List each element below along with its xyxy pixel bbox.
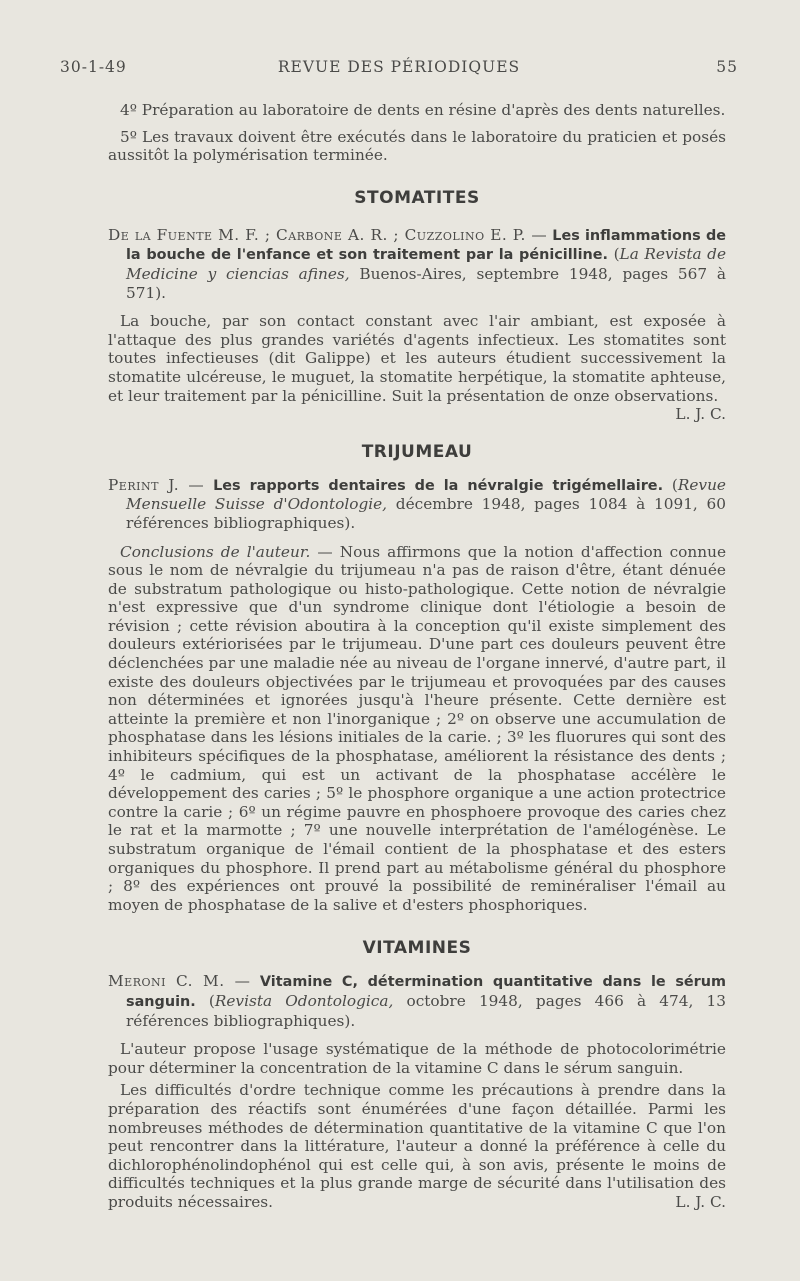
stomatites-journal: La Revista de Medicine y ciencias afines, xyxy=(126,245,726,283)
stomatites-source-details: Buenos-Aires, septembre 1948, pages 567 à 571). xyxy=(126,264,727,302)
section-heading-stomatites: STOMATITES xyxy=(354,187,480,208)
stomatites-authors: De la Fuente M. F. ; Carbone A. R. ; Cuzzolino E. P. — xyxy=(108,225,548,244)
running-head xyxy=(60,58,738,84)
conclusions-text: — Nous affirmons que la notion d'affection connue sous le nom de névralgie du trijumeau n'a pas de raison d'être, étant dénuée de substratum pathologique ou histo-pathologique. Cette notion de névralgie n'est expressive que d'un syndrome clinique dont l'étiologie a besoin de révision ; cette révision aboutira à la conception qu'il existe simplement des douleurs extériorisées par le trijumeau. D'une part ces douleurs peuvent être déclenchées par une maladie née au niveau de l'organe innervé, d'autre part, il existe des douleurs objectivées par le trijumeau et provoquées par des causes non déterminées et ignorées jusqu'à l'heure présente. Cette dernière est atteinte la première et non l'inorganique ; 2º on observe une accumulation de phosphatase dans les lésions initiales de la carie. ; 3º les fluorures qui sont des inhibiteurs spécifiques de la phosphatase, améliorent la résistance des dents ; 4º le cadmium, qui est un activant de la phosphatase accélère le développement des caries ; 5º le phosphore organique a une action protectrice contre la carie ; 6º un régime pauvre en phosphoere provoque des caries chez le rat et la marmotte ; 7º une nouvelle interprétation de l'amélogénèse. Le substratum organique de l'émail contient de la phosphatase et des esters organiques du phosphore. Il prend part au métabolisme général du phosphore ; 8º des expériences ont prouvé la possibilité de reminéraliser l'émail au moyen de phosphatase de la salive et d'esters phosphoriques. xyxy=(108,542,726,914)
vitamines-source-open: ( xyxy=(208,991,215,1010)
trijumeau-article-title: Les rapports dentaires de la névralgie trigémellaire. xyxy=(213,477,664,494)
vitamines-citation xyxy=(108,972,726,1030)
conclusions-label: Conclusions de l'auteur. xyxy=(120,542,311,561)
vitamines-source-details: octobre 1948, pages 466 à 474, 13 références bibliographiques). xyxy=(126,991,726,1030)
stomatites-source-open: ( xyxy=(613,245,620,264)
stomatites-article-title: Les inflammations de la bouche de l'enfance et son traitement par la pénicilline. xyxy=(126,227,727,264)
trijumeau-author: Perint J. — xyxy=(108,475,205,494)
stomatites-summary-text: La bouche, par son contact constant avec l'air ambiant, est exposée à l'attaque des plus grandes variétés d'agents infectieux. Les stomatites sont toutes infectieuses (dit Galippe) et les auteurs étudient successivement la stomatite ulcéreuse, le muguet, la stomatite herpétique, la stomatite aphteuse, et leur traitement par la pénicilline. Suit la présentation de onze observations. xyxy=(108,312,726,405)
section-heading-vitamines: VITAMINES xyxy=(362,938,472,959)
vitamines-article-title: Vitamine C, détermination quantitative dans le sérum sanguin. xyxy=(126,974,726,1010)
trijumeau-source-open: ( xyxy=(671,475,678,494)
vitamines-paragraph-1: L'auteur propose l'usage systématique de la méthode de photocolorimétrie pour déterminer la concentration de la vitamine C dans le sérum sanguin. xyxy=(108,1040,726,1077)
journal-section-title: REVUE DES PÉRIODIQUES xyxy=(277,58,521,76)
section-heading-trijumeau: TRIJUMEAU xyxy=(361,441,473,462)
intro-item-5: 5º Les travaux doivent être exécutés dans le laboratoire du praticien et posés aussitôt la polymérisation terminée. xyxy=(108,127,726,165)
issue-date: 30-1-49 xyxy=(60,58,127,76)
vitamines-signature: L. J. C. xyxy=(675,1192,726,1211)
vitamines-paragraph-2 xyxy=(108,1081,726,1211)
vitamines-journal: Revista Odontologica, xyxy=(214,991,394,1010)
vitamines-author: Meroni C. M. — xyxy=(108,972,251,991)
trijumeau-journal: Revue Mensuelle Suisse d'Odontologie, xyxy=(126,475,726,514)
trijumeau-source-details: décembre 1948, pages 1084 à 1091, 60 références bibliographiques). xyxy=(126,495,726,532)
intro-item-4: 4º Préparation au laboratoire de dents en résine d'après des dents naturelles. xyxy=(120,101,726,119)
page-number: 55 xyxy=(716,58,738,76)
trijumeau-citation xyxy=(108,476,726,533)
stomatites-summary xyxy=(108,312,726,424)
vitamines-paragraph-2-text: Les difficultés d'ordre technique comme les précautions à prendre dans la préparation des réactifs sont énumérées d'une façon détaillée. Parmi les nombreuses méthodes de détermination quantitative de la vitamine C que l'on peut rencontrer dans la littérature, l'auteur a donné la préférence à celle du dichlorophénolindophénol qui est celle qui, à son avis, présente le moins de difficultés techniques et la plus grande marge de sécurité dans l'utilisation des produits nécessaires. xyxy=(108,1081,726,1211)
stomatites-citation xyxy=(108,226,726,302)
trijumeau-conclusions xyxy=(108,543,726,915)
page-body xyxy=(108,101,726,1212)
stomatites-signature: L. J. C. xyxy=(675,405,726,424)
